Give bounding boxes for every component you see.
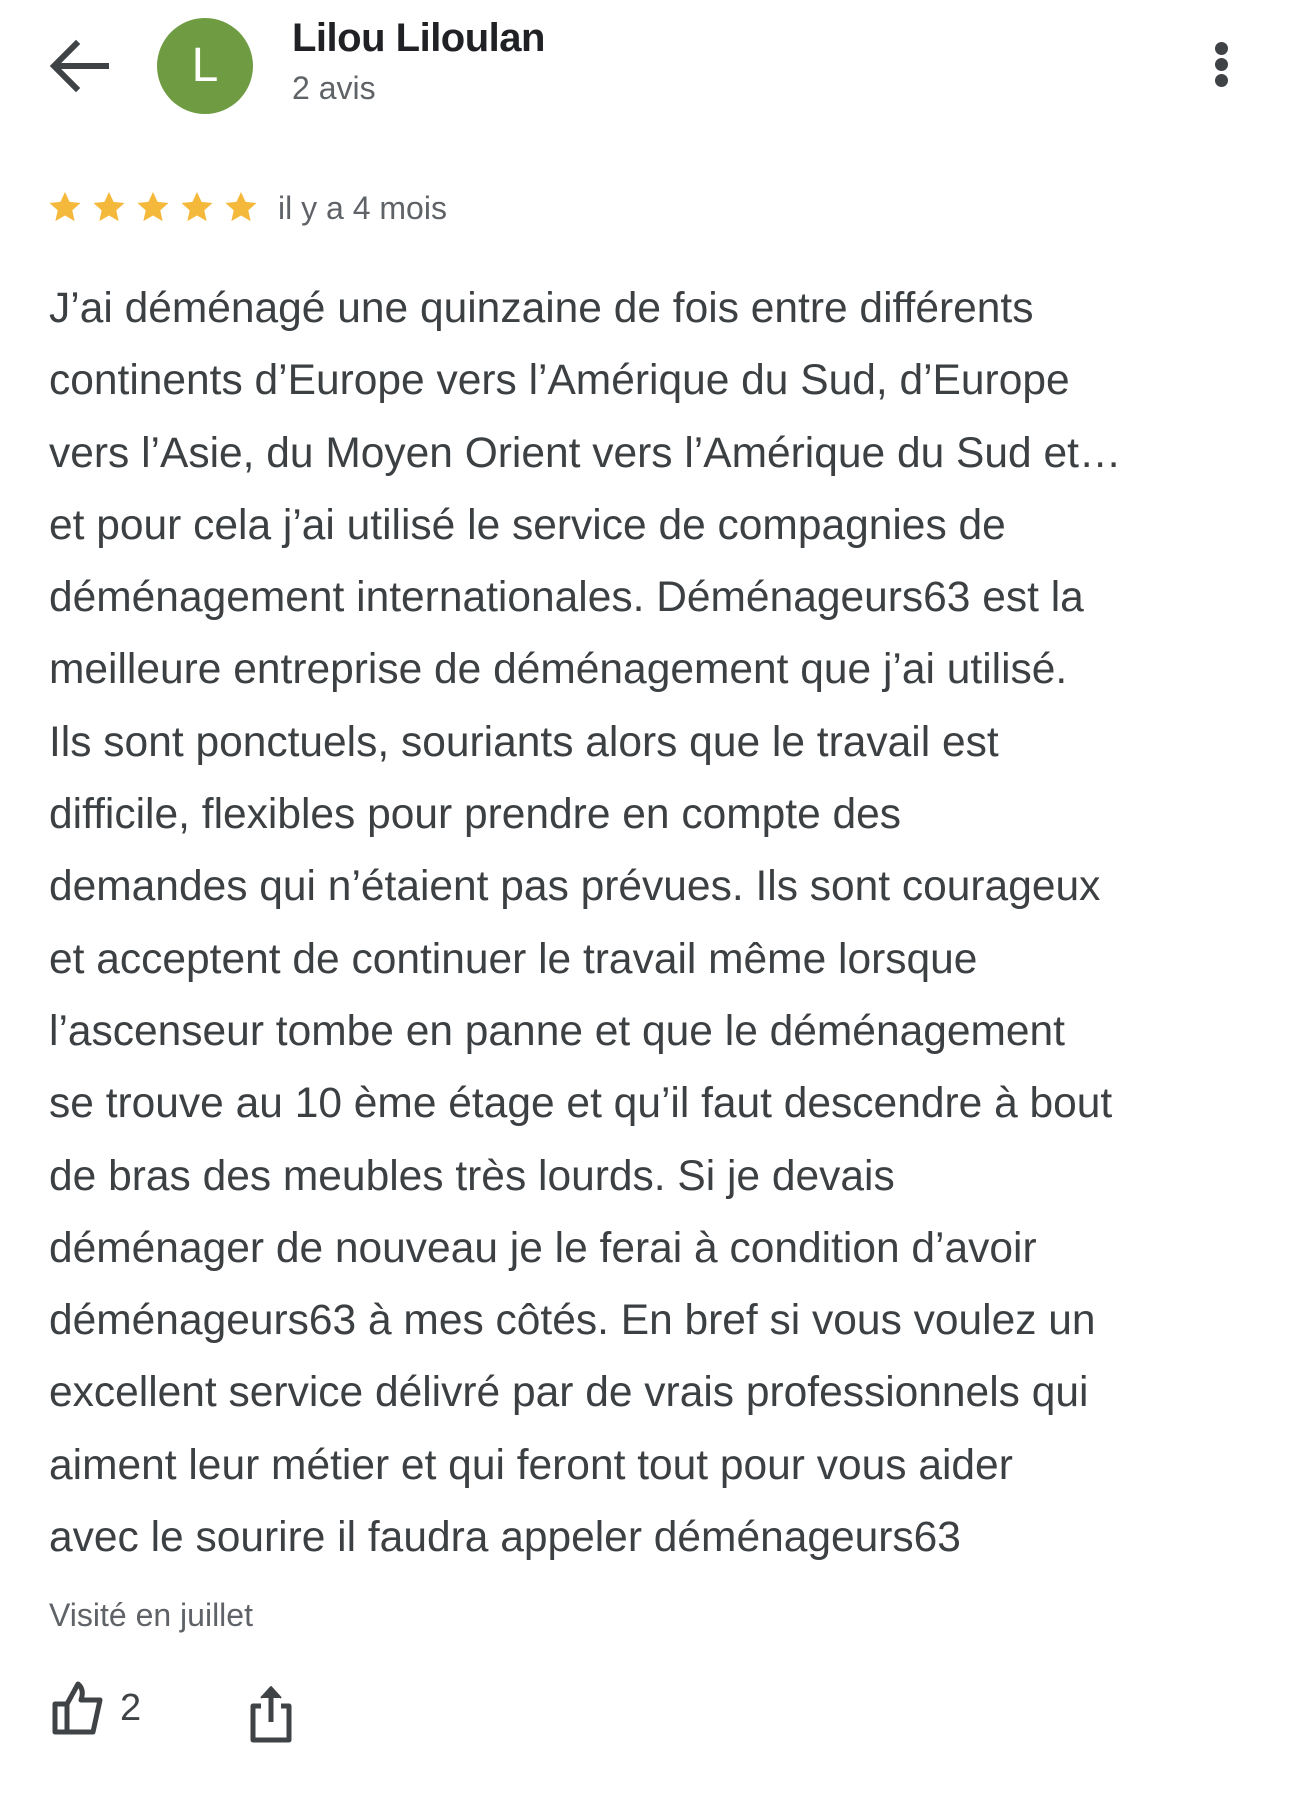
review-line: excellent service délivré par de vrais professionnels qui — [49, 1369, 1089, 1417]
review-line: se trouve au 10 ème étage et qu’il faut descendre à bout — [49, 1080, 1113, 1128]
review-line: déménagement internationales. Déménageurs63 est la — [49, 574, 1084, 622]
review-line: meilleure entreprise de déménagement que j’ai utilisé. — [49, 646, 1068, 694]
review-line: déménageurs63 à mes côtés. En bref si vous voulez un — [49, 1297, 1096, 1345]
arrow-left-icon — [44, 34, 112, 98]
review-line: avec le sourire il faudra appeler déménageurs63 — [49, 1514, 961, 1562]
review-line: Ils sont ponctuels, souriants alors que le travail est — [49, 718, 999, 766]
review-line: J’ai déménagé une quinzaine de fois entre différents — [49, 285, 1034, 332]
back-button[interactable] — [44, 34, 112, 98]
share-icon — [246, 1684, 296, 1744]
like-count: 2 — [120, 1686, 142, 1729]
like-button[interactable] — [50, 1680, 141, 1736]
avatar[interactable] — [157, 18, 253, 114]
review-count: 2 avis — [292, 70, 376, 106]
star-icon — [90, 188, 128, 226]
review-line: vers l’Asie, du Moyen Orient vers l’Amérique du Sud et… — [49, 429, 1122, 477]
visit-date: Visité en juillet — [49, 1597, 253, 1633]
review-time: il y a 4 mois — [278, 190, 447, 226]
star-icon — [134, 188, 172, 226]
review-line: et pour cela j’ai utilisé le service de compagnies de — [49, 501, 1006, 549]
review-line: continents d’Europe vers l’Amérique du Sud, d’Europe — [49, 357, 1070, 405]
star-icon — [178, 188, 216, 226]
avatar-initial: L — [191, 39, 219, 92]
review-line: de bras des meubles très lourds. Si je devais — [49, 1152, 895, 1200]
review-line: et acceptent de continuer le travail même lorsque — [49, 935, 978, 983]
star-rating — [46, 188, 260, 228]
review-text — [49, 273, 1279, 1574]
share-button[interactable] — [246, 1684, 296, 1744]
star-icon — [46, 188, 84, 226]
star-icon — [222, 188, 260, 226]
review-line: déménager de nouveau je le ferai à condition d’avoir — [49, 1224, 1037, 1272]
more-options-button[interactable] — [1200, 36, 1244, 92]
review-line: difficile, flexibles pour prendre en compte des — [49, 791, 902, 839]
review-line: aiment leur métier et qui feront tout pour vous aider — [49, 1441, 1013, 1489]
reviewer-name[interactable]: Lilou Liloulan — [292, 16, 545, 60]
thumb-up-icon — [50, 1680, 106, 1736]
review-line: demandes qui n’étaient pas prévues. Ils sont courageux — [49, 863, 1101, 911]
review-line: l’ascenseur tombe en panne et que le déménagement — [49, 1007, 1065, 1055]
